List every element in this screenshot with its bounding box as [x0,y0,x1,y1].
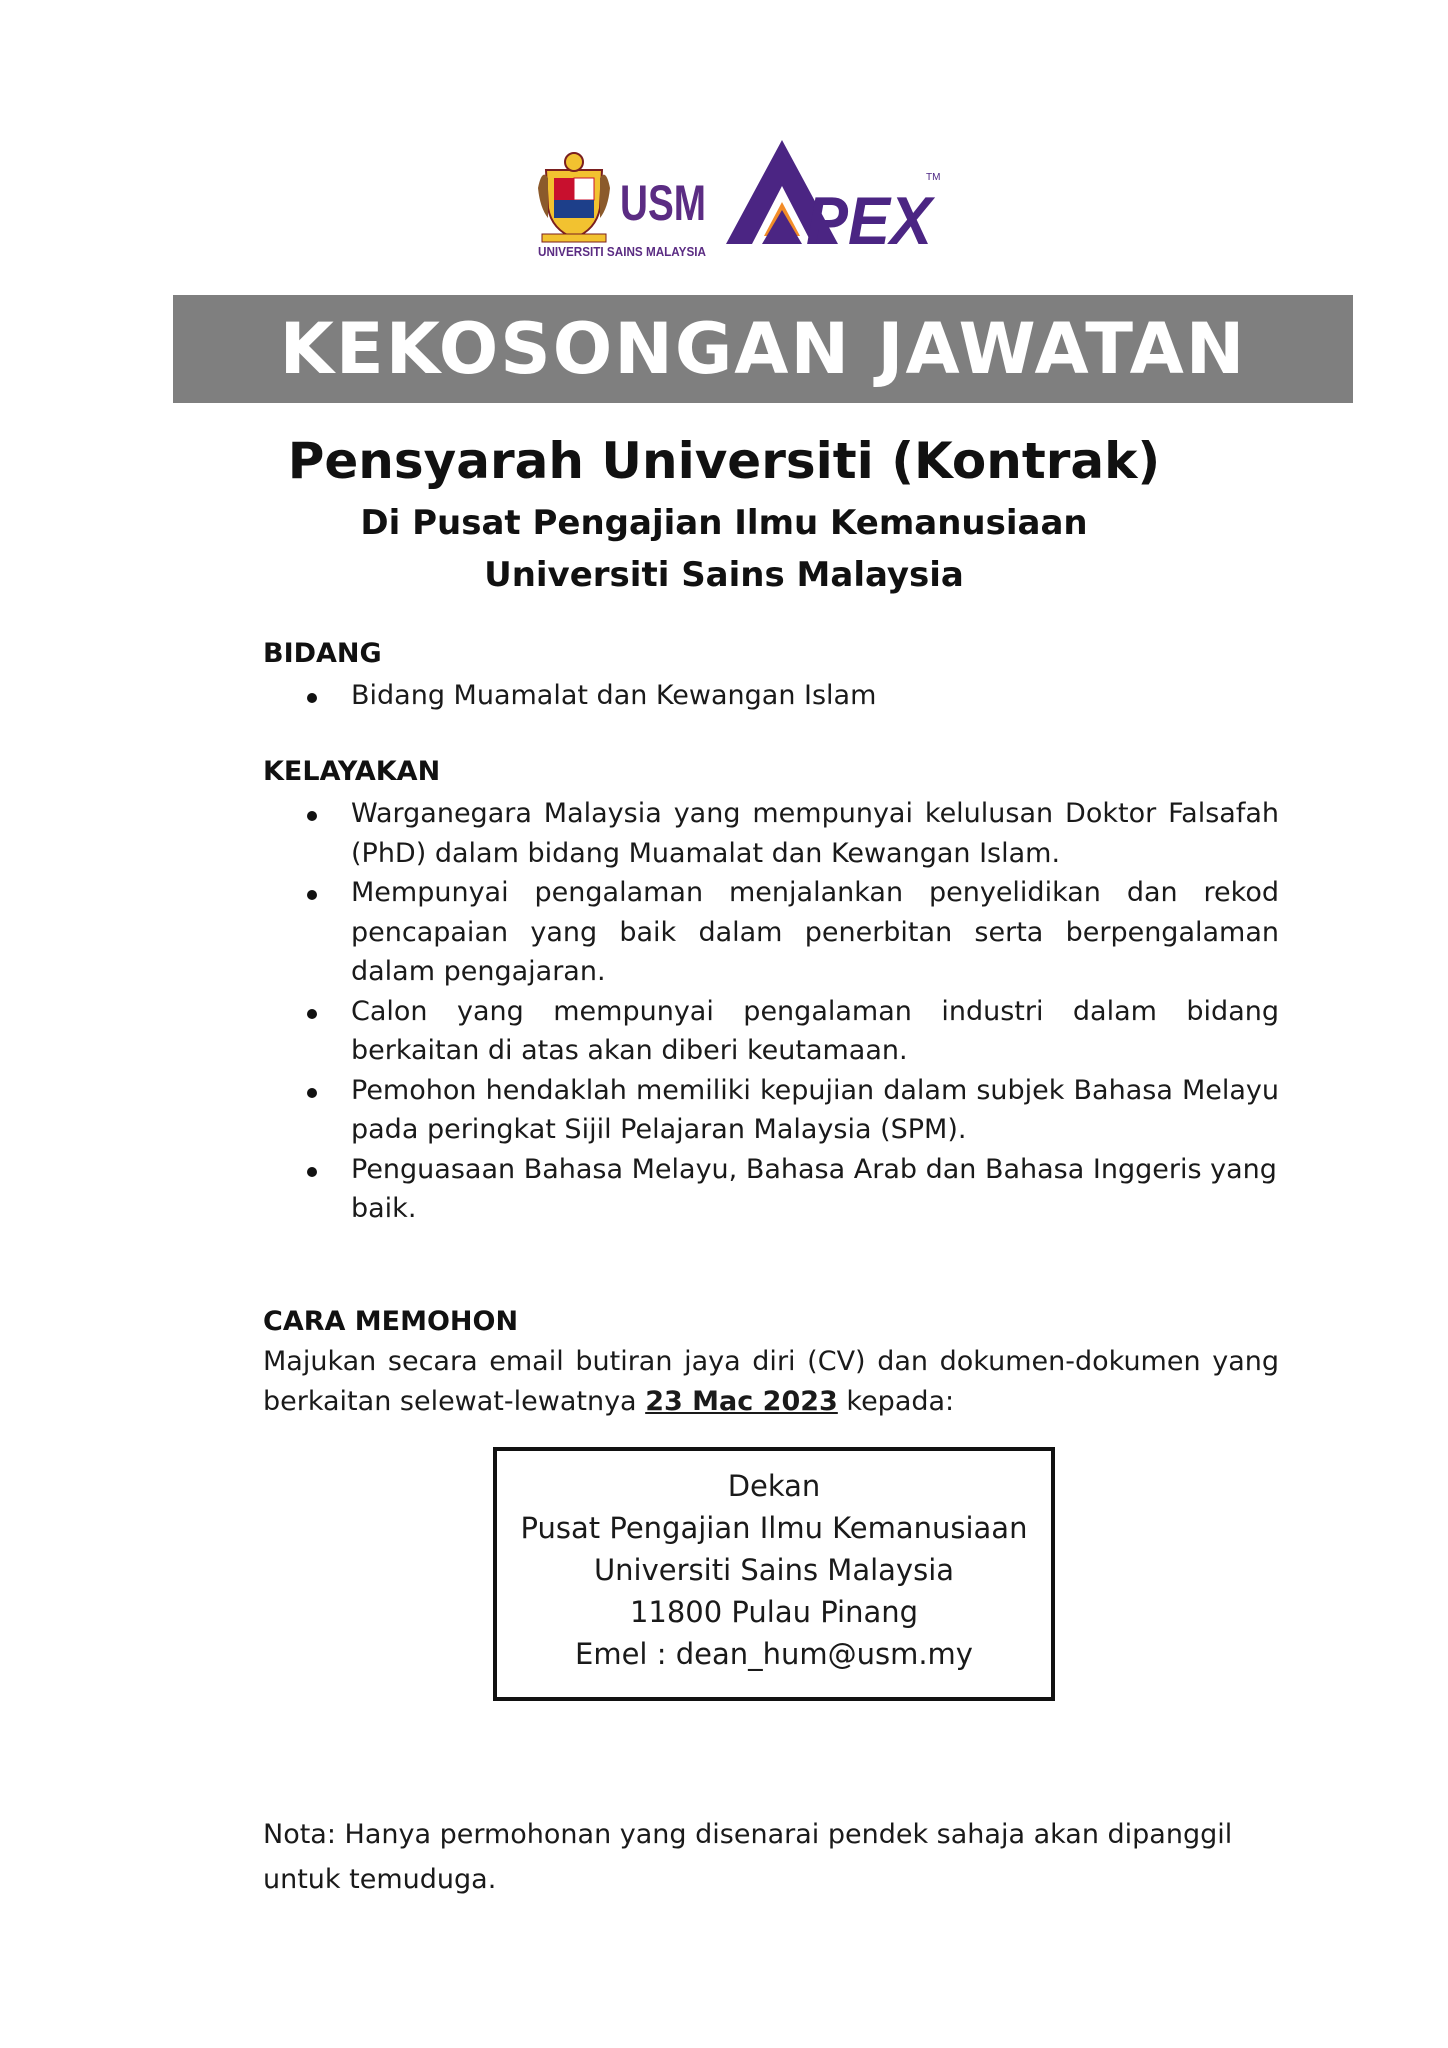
address-postcode-city: 11800 Pulau Pinang [629,1595,919,1629]
apex-logo [722,140,948,259]
address-email: Emel : dean_hum@usm.my [575,1637,973,1671]
section-heading-kelayakan: KELAYAKAN [263,756,441,787]
bidang-list [263,676,1279,716]
instructions-text-end: kepada: [837,1385,955,1417]
list-item [263,1071,1279,1150]
application-instructions [263,1342,1279,1421]
list-item-text: Penguasaan Bahasa Melayu, Bahasa Arab dan Bahasa Inggeris yang baik. [351,1153,1277,1224]
section-heading-bidang: BIDANG [263,638,382,669]
kelayakan-list [263,794,1279,1229]
bullet-icon [307,890,317,900]
address-school: Pusat Pengajian Ilmu Kemanusiaan [520,1511,1028,1545]
deadline-date: 23 Mac 2023 [645,1385,838,1417]
position-university: Universiti Sains Malaysia [484,555,964,595]
banner-vacancy: KEKOSONGAN JAWATAN [173,295,1353,403]
apex-trademark: TM [926,172,941,183]
address-university: Universiti Sains Malaysia [593,1553,955,1587]
list-item-text: Calon yang mempunyai pengalaman industri dalam bidang berkaitan di atas akan diberi keutamaan. [351,995,1279,1066]
list-item [263,873,1279,992]
bullet-icon [307,693,317,703]
logo-bar [0,140,1448,265]
list-item-text: Bidang Muamalat dan Kewangan Islam [351,680,877,711]
list-item [263,794,1279,873]
list-item-text: Mempunyai pengalaman menjalankan penyelidikan dan rekod pencapaian yang baik dalam penerbitan serta berpengalaman dalam pengajaran. [351,877,1279,987]
usm-caption: UNIVERSITI SAINS MALAYSIA [538,244,707,259]
address-recipient: Dekan [727,1469,821,1503]
list-item [263,676,1279,716]
position-title: Pensyarah Universiti (Kontrak) [287,432,1161,490]
list-item [263,992,1279,1071]
bullet-icon [307,811,317,821]
note: Nota: Hanya permohonan yang disenarai pendek sahaja akan dipanggil untuk temuduga. [263,1819,1233,1895]
apex-wordmark: PEX [806,183,936,259]
position-school: Di Pusat Pengajian Ilmu Kemanusiaan [360,503,1088,543]
list-item [263,1150,1279,1229]
usm-logo [536,148,708,260]
instructions-text: Majukan secara email butiran jaya diri (CV) dan dokumen-dokumen yang berkaitan selewat-lewatnya [263,1346,1279,1417]
list-item-text: Pemohon hendaklah memiliki kepujian dalam subjek Bahasa Melayu pada peringkat Sijil Pelajaran Malaysia (SPM). [351,1074,1279,1145]
address-box [493,1447,1055,1701]
list-item-text: Warganegara Malaysia yang mempunyai kelulusan Doktor Falsafah (PhD) dalam bidang Muamalat dan Kewangan Islam. [351,798,1279,869]
bullet-icon [307,1088,317,1098]
section-heading-cara-memohon: CARA MEMOHON [263,1306,519,1337]
usm-wordmark: USM [620,175,706,231]
usm-crest-icon [538,153,610,242]
bullet-icon [307,1009,317,1019]
bullet-icon [307,1167,317,1177]
